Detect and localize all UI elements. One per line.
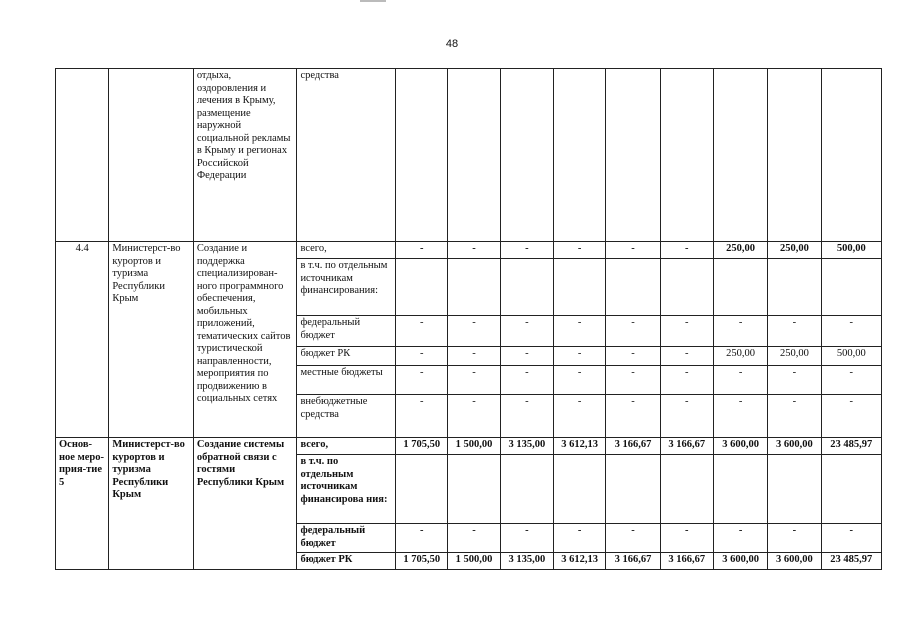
cell-value: - — [768, 366, 821, 395]
cell-value: 250,00 — [713, 347, 767, 366]
cell-value — [768, 259, 821, 316]
cell-number — [56, 69, 109, 242]
cell-value: - — [660, 347, 713, 366]
cell-value: 1 705,50 — [396, 438, 448, 455]
cell-value: 3 600,00 — [713, 438, 767, 455]
cell-value — [396, 69, 448, 242]
cell-value — [396, 259, 448, 316]
cell-value: - — [821, 366, 881, 395]
cell-value: - — [606, 524, 660, 553]
cell-value: - — [500, 316, 553, 347]
cell-value: 1 500,00 — [448, 438, 500, 455]
cell-value: - — [660, 316, 713, 347]
cell-value: - — [553, 316, 605, 347]
cell-value — [500, 69, 553, 242]
cell-value: - — [500, 242, 553, 259]
cell-number: 4.4 — [56, 242, 109, 438]
cell-value: - — [553, 347, 605, 366]
cell-value: - — [606, 366, 660, 395]
cell-value — [660, 69, 713, 242]
cell-value: - — [821, 316, 881, 347]
cell-value — [713, 69, 767, 242]
budget-table — [55, 68, 882, 570]
page-number: 48 — [445, 38, 459, 50]
cell-value: - — [396, 395, 448, 438]
cell-value — [553, 69, 605, 242]
cell-value: - — [660, 242, 713, 259]
cell-value: - — [396, 366, 448, 395]
cell-value: - — [553, 366, 605, 395]
cell-value: 23 485,97 — [821, 438, 881, 455]
cell-value — [553, 455, 605, 524]
cell-value: - — [713, 524, 767, 553]
cell-value: - — [660, 395, 713, 438]
cell-value: 3 612,13 — [553, 553, 605, 570]
cell-value: - — [553, 524, 605, 553]
cell-value — [660, 455, 713, 524]
cell-value: - — [396, 316, 448, 347]
cell-value: - — [821, 395, 881, 438]
cell-value: - — [500, 524, 553, 553]
cell-value: - — [660, 366, 713, 395]
cell-value — [553, 259, 605, 316]
cell-value: - — [448, 366, 500, 395]
cell-value: - — [396, 524, 448, 553]
cell-value: - — [821, 524, 881, 553]
cell-value: - — [396, 242, 448, 259]
cell-value: 3 135,00 — [500, 438, 553, 455]
cell-value: 3 600,00 — [768, 553, 821, 570]
scan-mark — [360, 0, 386, 2]
cell-executor: Министерст-во курортов и туризма Республики Крым — [109, 438, 194, 570]
cell-value: - — [396, 347, 448, 366]
cell-value: - — [713, 395, 767, 438]
cell-source: бюджет РК — [297, 347, 396, 366]
cell-source: федеральный бюджет — [297, 524, 396, 553]
cell-value: - — [768, 316, 821, 347]
cell-value — [606, 69, 660, 242]
cell-value: 250,00 — [768, 242, 821, 259]
cell-value — [448, 455, 500, 524]
cell-value — [821, 69, 881, 242]
cell-value — [448, 259, 500, 316]
cell-value — [821, 259, 881, 316]
cell-value: - — [500, 395, 553, 438]
cell-task: отдыха, оздоровления и лечения в Крыму, размещение наружной социальной рекламы в Крыму и регионах Российской Федерации — [193, 69, 297, 242]
cell-value: - — [448, 524, 500, 553]
cell-source: в т.ч. по отдельным источникам финансирования: — [297, 259, 396, 316]
cell-value — [500, 455, 553, 524]
cell-value: 500,00 — [821, 347, 881, 366]
cell-value — [713, 455, 767, 524]
cell-value: - — [606, 316, 660, 347]
cell-value — [606, 259, 660, 316]
cell-value: - — [553, 242, 605, 259]
cell-value — [768, 69, 821, 242]
cell-source: местные бюджеты — [297, 366, 396, 395]
cell-source: в т.ч. по отдельным источникам финансирова ния: — [297, 455, 396, 524]
cell-source: средства — [297, 69, 396, 242]
cell-value — [448, 69, 500, 242]
table-row — [56, 242, 882, 259]
cell-source: внебюджетные средства — [297, 395, 396, 438]
cell-value: 1 705,50 — [396, 553, 448, 570]
cell-value: 250,00 — [768, 347, 821, 366]
cell-value: - — [606, 347, 660, 366]
cell-value: 3 166,67 — [606, 553, 660, 570]
cell-value — [768, 455, 821, 524]
cell-value — [713, 259, 767, 316]
cell-value — [660, 259, 713, 316]
cell-value: 3 612,13 — [553, 438, 605, 455]
cell-value: - — [448, 395, 500, 438]
table-row — [56, 438, 882, 455]
cell-source: всего, — [297, 242, 396, 259]
cell-value: - — [768, 395, 821, 438]
cell-number: Основ-ное меро-прия-тие 5 — [56, 438, 109, 570]
cell-task: Создание и поддержка специализирован-ного программного обеспечения, мобильных приложений, тематических сайтов туристической направленности, мероприятия по продвижению в социальных сетях — [193, 242, 297, 438]
cell-value: - — [768, 524, 821, 553]
cell-value: 3 135,00 — [500, 553, 553, 570]
cell-value: 1 500,00 — [448, 553, 500, 570]
cell-value: 3 600,00 — [713, 553, 767, 570]
cell-value: - — [713, 316, 767, 347]
cell-value: 250,00 — [713, 242, 767, 259]
cell-value — [500, 259, 553, 316]
cell-source: бюджет РК — [297, 553, 396, 570]
cell-value: - — [448, 242, 500, 259]
cell-value: - — [448, 347, 500, 366]
cell-value: - — [553, 395, 605, 438]
cell-value: - — [500, 347, 553, 366]
cell-value: - — [500, 366, 553, 395]
cell-source: федеральный бюджет — [297, 316, 396, 347]
cell-executor — [109, 69, 194, 242]
cell-value: 500,00 — [821, 242, 881, 259]
cell-value: 3 600,00 — [768, 438, 821, 455]
cell-value — [396, 455, 448, 524]
cell-value — [606, 455, 660, 524]
cell-value: - — [660, 524, 713, 553]
cell-source: всего, — [297, 438, 396, 455]
cell-value: 3 166,67 — [660, 438, 713, 455]
cell-value — [821, 455, 881, 524]
cell-value: 3 166,67 — [660, 553, 713, 570]
cell-value: 23 485,97 — [821, 553, 881, 570]
cell-value: - — [606, 242, 660, 259]
cell-executor: Министерст-во курортов и туризма Республики Крым — [109, 242, 194, 438]
cell-task: Создание системы обратной связи с гостями Республики Крым — [193, 438, 297, 570]
cell-value: - — [713, 366, 767, 395]
cell-value: - — [448, 316, 500, 347]
table-row-continuation — [56, 69, 882, 242]
cell-value: - — [606, 395, 660, 438]
cell-value: 3 166,67 — [606, 438, 660, 455]
